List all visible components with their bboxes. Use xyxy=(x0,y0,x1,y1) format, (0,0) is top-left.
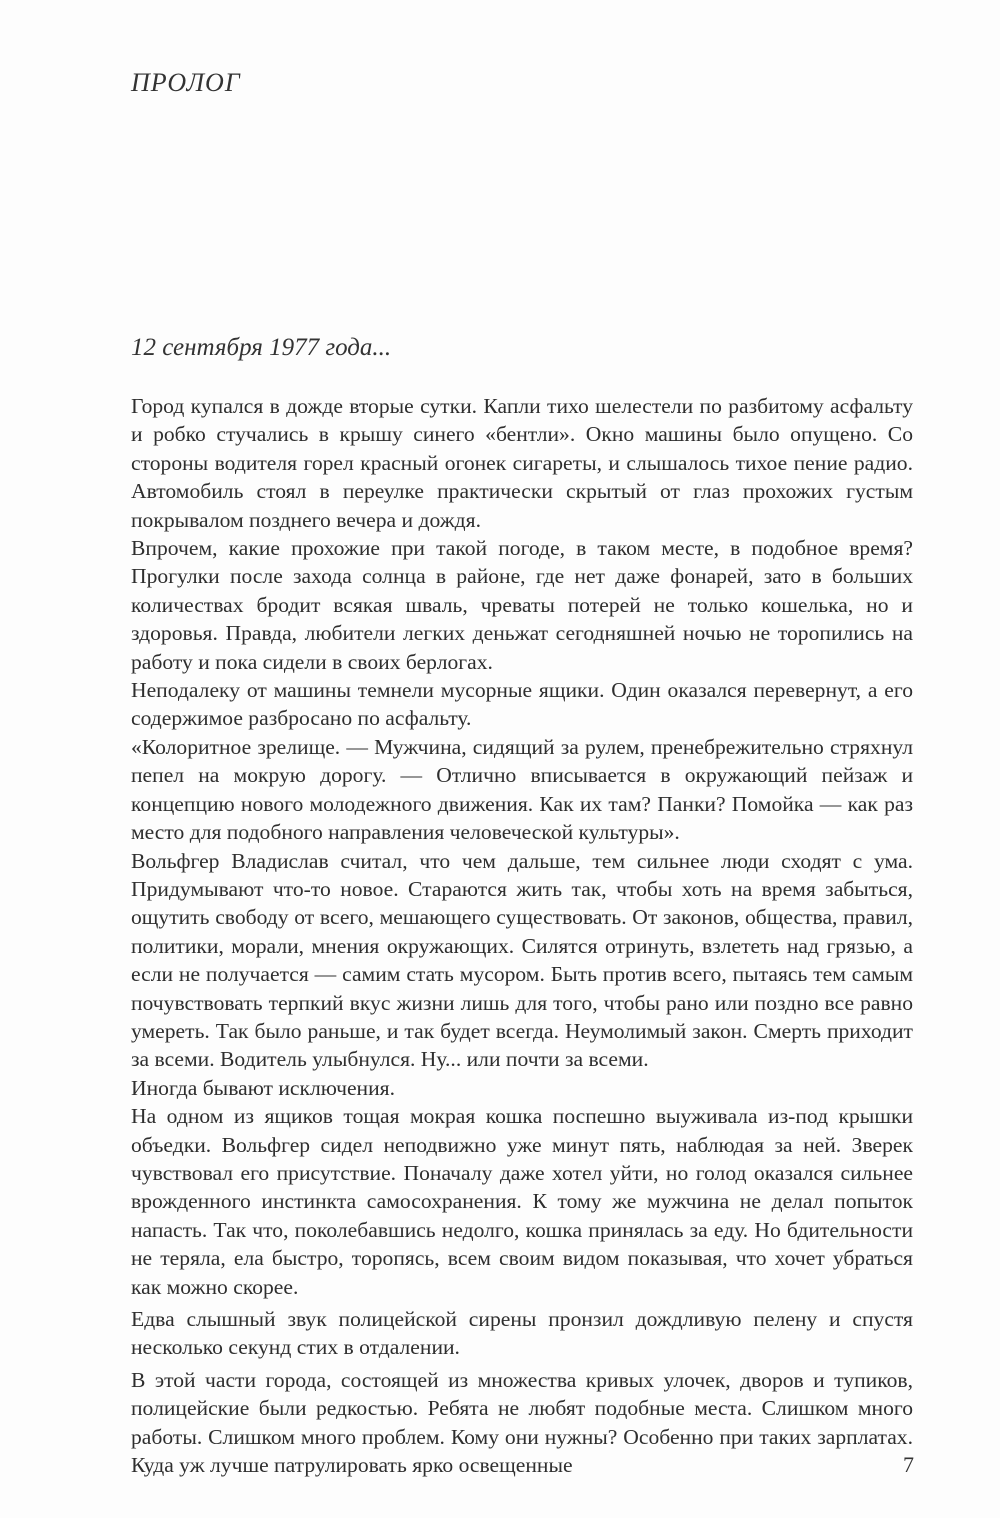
paragraph: Вольфгер Владислав считал, что чем дальше, тем сильнее люди сходят с ума. Придумывают что-то новое. Стараются жить так, чтобы хоть на время забыться, ощутить свободу от всего, мешающего существовать. От законов, общества, правил, политики, морали, мнения окружающих. Силятся отринуть, взлететь над грязью, а если не получается — самим стать мусором. Быть против всего, пытаясь тем самым почувствовать терпкий вкус жизни лишь для того, чтобы рано или поздно все равно умереть. Так было раньше, и так будет всегда. Неумолимый закон. Смерть приходит за всеми. Водитель улыбнулся. Ну... или почти за всеми. xyxy=(131,848,913,1072)
paragraph: На одном из ящиков тощая мокрая кошка поспешно выуживала из-под крышки объедки. Вольфгер сидел неподвижно уже минут пять, наблюдая за ней. Зверек чувствовал его присутствие. Поначалу даже хотел уйти, но голод оказался сильнее врожденного инстинкта самосохранения. К тому же мужчина не делал попыток напасть. Так что, поколебавшись недолго, кошка принялась за еду. Но бдительности не теряла, ела быстро, торопясь, всем своим видом показывая, что хочет убраться как можно скорее. xyxy=(131,1104,913,1299)
paragraph: Едва слышный звук полицейской сирены пронзил дождливую пелену и спустя несколько секунд стих в отдалении. xyxy=(131,1307,913,1360)
page-number: 7 xyxy=(903,1452,914,1477)
body-text xyxy=(131,392,913,1479)
chapter-date: 12 сентября 1977 года... xyxy=(131,334,392,361)
paragraph: Впрочем, какие прохожие при такой погоде, в таком месте, в подобное время? Прогулки после захода солнца в районе, где нет даже фонарей, зато в больших количествах бродит всякая шваль, чреваты потерей не только кошелька, но и здоровья. Правда, любители легких деньжат сегодняшней ночью не торопились на работу и пока сидели в своих берлогах. xyxy=(131,536,913,674)
chapter-title: ПРОЛОГ xyxy=(131,68,241,97)
paragraph: Город купался в дожде вторые сутки. Капли тихо шелестели по разбитому асфальту и робко стучались в крышу синего «бентли». Окно машины было опущено. Со стороны водителя горел красный огонек сигареты, и слышалось тихое пение радио. Автомобиль стоял в переулке практически скрытый от глаз прохожих густым покрывалом позднего вечера и дождя. xyxy=(131,394,913,532)
paragraph: «Колоритное зрелище. — Мужчина, сидящий за рулем, пренебрежительно стряхнул пепел на мокрую дорогу. — Отлично вписывается в окружающий пейзаж и концепцию нового молодежного движения. Как их там? Панки? Помойка — как раз место для подобного направления человеческой культуры». xyxy=(131,734,913,845)
paragraph: Неподалеку от машины темнели мусорные ящики. Один оказался перевернут, а его содержимое разбросано по асфальту. xyxy=(131,678,913,731)
paragraph: В этой части города, состоящей из множества кривых улочек, дворов и тупиков, полицейские были редкостью. Ребята не любят подобные места. Слишком много работы. Слишком много проблем. Кому они нужны? Особенно при таких зарплатах. Куда уж лучше патрулировать ярко освещенные xyxy=(131,1367,913,1478)
paragraph: Иногда бывают исключения. xyxy=(131,1075,395,1100)
